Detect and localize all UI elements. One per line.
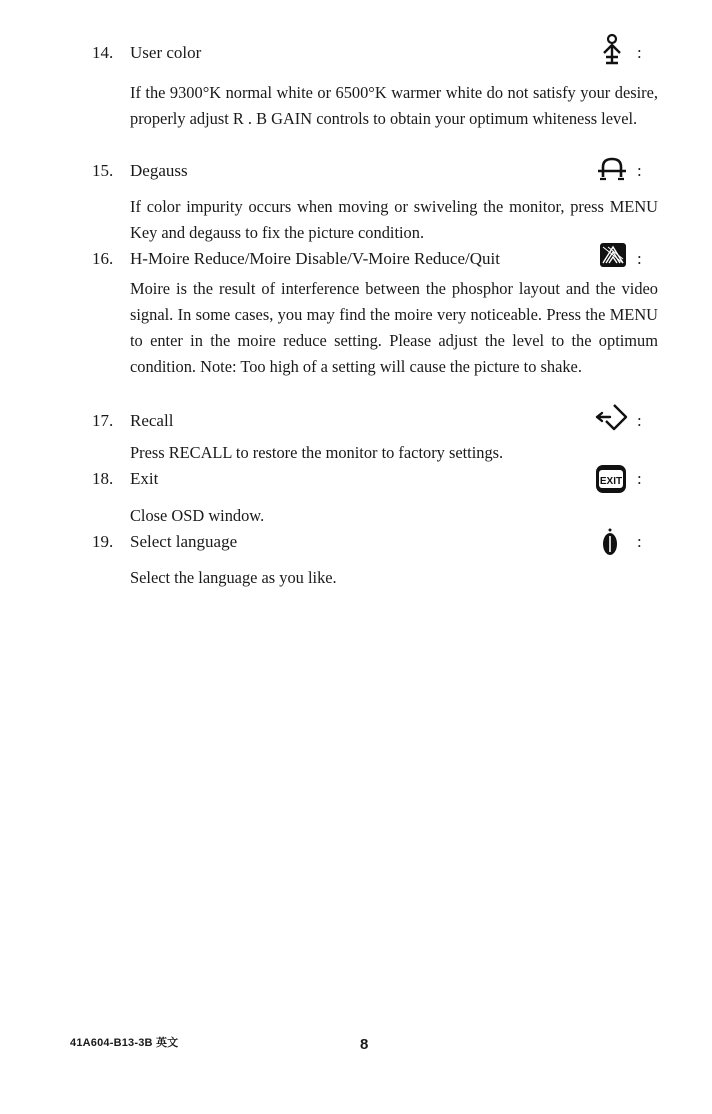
section-number: 16.: [92, 249, 114, 268]
document-code: 41A604-B13-3B 英文: [70, 1037, 179, 1049]
recall-icon: [594, 401, 630, 435]
section-title: Recall: [130, 411, 174, 430]
section-number: 18.: [92, 469, 114, 488]
colon: :: [637, 411, 642, 430]
colon: :: [637, 161, 642, 180]
section-title: Select language: [130, 532, 238, 551]
section-19-body: Select the language as you like.: [130, 568, 337, 587]
section-15-heading: [92, 158, 692, 184]
section-17-heading: [92, 408, 692, 434]
section-title: Degauss: [130, 161, 188, 180]
section-title: User color: [130, 43, 202, 62]
user-color-icon: [594, 33, 630, 67]
section-number: 17.: [92, 411, 114, 430]
section-17-body: Press RECALL to restore the monitor to factory settings.: [130, 443, 504, 462]
page-number: 8: [360, 1036, 369, 1053]
exit-icon: [594, 463, 630, 497]
section-16-heading: [92, 246, 692, 272]
section-16-body: Moire is the result of interference between the phosphor layout and the video signal. In some cases, you may find the moire very noticeable. Press the MENU to enter in the moire reduce setting. Please adjust the level to the optimum condition. Note: Too high of a setting will cause the picture to shake.: [130, 279, 658, 376]
section-14-body: If the 9300°K normal white or 6500°K warmer white do not satisfy your desire, properly adjust R . B GAIN controls to obtain your optimum whiteness level.: [130, 83, 658, 128]
svg-text:EXIT: EXIT: [599, 476, 623, 487]
section-18-heading: [92, 466, 692, 492]
section-number: 19.: [92, 532, 114, 551]
colon: :: [637, 469, 642, 488]
section-14-heading: [92, 40, 692, 66]
degauss-icon: [594, 151, 630, 185]
section-number: 14.: [92, 43, 114, 62]
section-18-body: Close OSD window.: [130, 506, 265, 525]
language-icon: [592, 526, 628, 560]
moire-icon: [596, 239, 632, 273]
section-title: H-Moire Reduce/Moire Disable/V-Moire Reduce/Quit: [130, 249, 500, 268]
section-number: 15.: [92, 161, 114, 180]
colon: :: [637, 532, 642, 551]
section-19-heading: [92, 529, 692, 555]
section-title: Exit: [130, 469, 159, 488]
colon: :: [637, 43, 642, 62]
section-15-body: If color impurity occurs when moving or swiveling the monitor, press MENU Key and degauss to fix the picture condition.: [130, 197, 658, 242]
colon: :: [637, 249, 642, 268]
